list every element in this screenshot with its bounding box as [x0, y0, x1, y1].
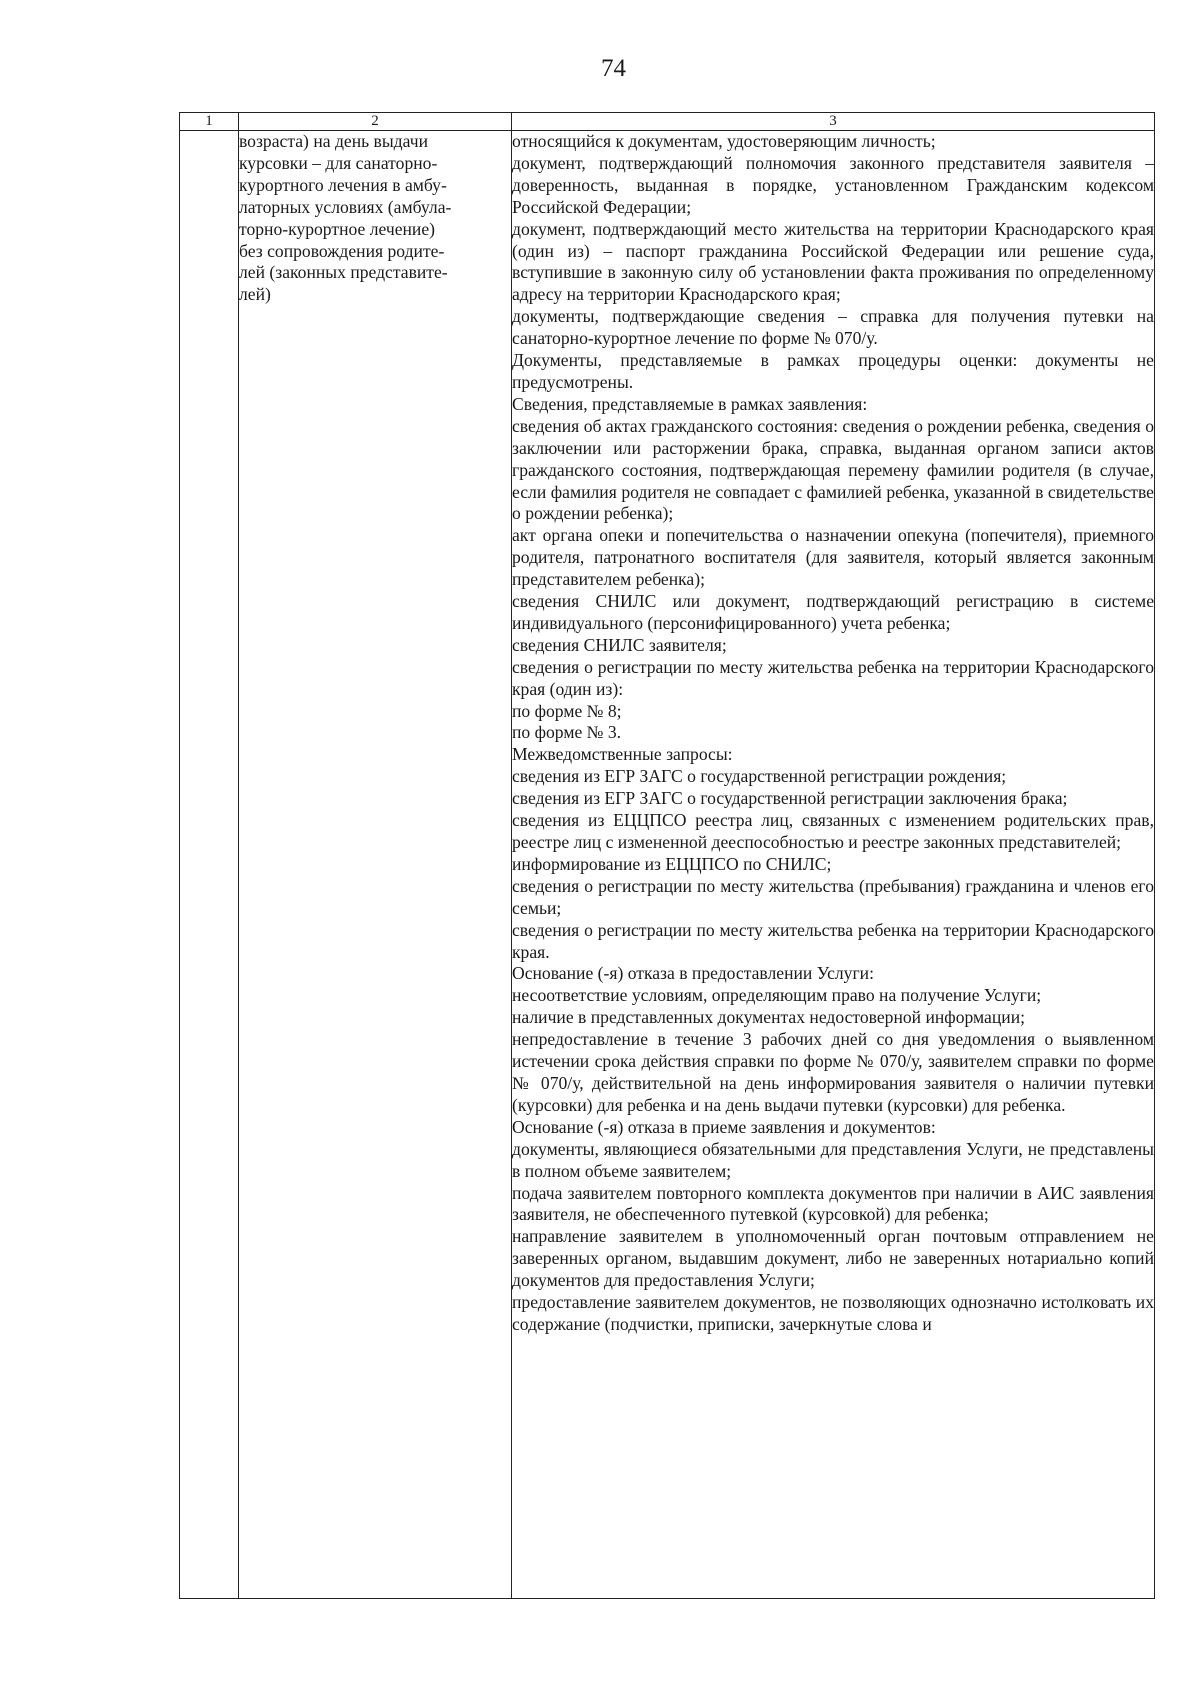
col2-line: торно-курортное лечение)	[239, 218, 436, 239]
col3-paragraph: сведения из ЕЦЦПСО реестра лиц, связанных с изменением родительских прав, реестре лиц с измененной дееспособностью и реестре законных представителей;	[512, 810, 1154, 852]
col2-line: курсовки – для санаторно-	[239, 152, 438, 173]
col3-paragraph: Документы, представляемые в рамках процедуры оценки: документы не предусмотрены.	[512, 350, 1154, 392]
col3-paragraph: несоответствие условиям, определяющим право на получение Услуги;	[512, 985, 1042, 1006]
col3-paragraph: сведения о регистрации по месту жительства ребенка на территории Краснодарского края.	[512, 919, 1154, 962]
col3-paragraph: непредоставление в течение 3 рабочих дней со дня уведомления о выявленном истечении срока действия справки по форме № 070/у, заявителем справки по форме № 070/у, действительной на день информирования заявителя о наличии путевки (курсовки) для ребенка и на день выдачи путевки (курсовки) для ребенка.	[512, 1029, 1154, 1115]
col2-line: латорных условиях (амбула-	[239, 196, 452, 217]
col3-paragraph: Основание (-я) отказа в приеме заявления и документов:	[512, 1116, 936, 1137]
col3-paragraph: информирование из ЕЦЦПСО по СНИЛС;	[512, 853, 832, 874]
cell-col2	[239, 131, 512, 1599]
col3-paragraph: документы, являющиеся обязательными для представления Услуги, не представлены в полном объеме заявителем;	[512, 1138, 1154, 1181]
col3-paragraph: относящийся к документам, удостоверяющим личность;	[512, 131, 936, 151]
col3-paragraph: по форме № 8;	[512, 700, 622, 721]
col2-line: курортного лечения в амбу-	[239, 174, 447, 195]
document-table	[179, 112, 1155, 1599]
col3-paragraph: акт органа опеки и попечительства о назначении опекуна (попечителя), приемного родителя, патронатного воспитателя (для заявителя, который является законным представителем ребенка);	[512, 525, 1154, 590]
column-header-2: 2	[239, 113, 512, 131]
col2-line: без сопровождения родите-	[239, 240, 445, 261]
col3-paragraph: Межведомственные запросы:	[512, 744, 733, 765]
table-header-row	[180, 113, 1155, 131]
col3-paragraph: предоставление заявителем документов, не позволяющих однозначно истолковать их содержание (подчистки, приписки, зачеркнутые слова и	[512, 1292, 1154, 1334]
page-number: 74	[601, 55, 626, 82]
col3-paragraph: сведения СНИЛС или документ, подтверждающий регистрацию в системе индивидуального (персонифицированного) учета ребенка;	[512, 591, 1154, 633]
col3-paragraph: сведения из ЕГР ЗАГС о государственной регистрации заключения брака;	[512, 788, 1068, 809]
column-header-3: 3	[512, 113, 1155, 131]
col3-paragraph: по форме № 3.	[512, 722, 622, 743]
cell-col1	[180, 131, 239, 1599]
cell-col3	[512, 131, 1155, 1599]
col2-line: лей)	[239, 284, 271, 305]
col2-line: лей (законных представите-	[239, 262, 448, 283]
col2-line: возраста) на день выдачи	[239, 131, 428, 151]
col3-paragraph: документы, подтверждающие сведения – справка для получения путевки на санаторно-курортное лечение по форме № 070/у.	[512, 306, 1154, 349]
col3-paragraph: документ, подтверждающий место жительства на территории Краснодарского края (один из) – паспорт гражданина Российской Федерации или решение суда, вступившие в законную силу об установлении факта проживания по определенному адресу на территории Краснодарского края;	[512, 218, 1154, 305]
col3-paragraph: подача заявителем повторного комплекта документов при наличии в АИС заявления заявителя, не обеспеченного путевкой (курсовкой) для ребенка;	[512, 1182, 1154, 1225]
col3-paragraph: Сведения, представляемые в рамках заявления:	[512, 393, 868, 414]
col3-paragraph: сведения о регистрации по месту жительства (пребывания) гражданина и членов его семьи;	[512, 875, 1154, 918]
col3-paragraph: сведения об актах гражданского состояния: сведения о рождении ребенка, сведения о заключении или расторжении брака, справка, выданная органом записи актов гражданского состояния, подтверждающая перемену фамилии родителя (в случае, если фамилия родителя не совпадает с фамилией ребенка, указанной в свидетельстве о рождении ребенка);	[512, 415, 1154, 524]
col3-paragraph: направление заявителем в уполномоченный орган почтовым отправлением не заверенных органом, выдавшим документ, либо не заверенных нотариально копий документов для предоставления Услуги;	[512, 1226, 1154, 1291]
column-header-1: 1	[180, 113, 239, 131]
col3-paragraph: документ, подтверждающий полномочия законного представителя заявителя – доверенность, выданная в порядке, установленном Гражданским кодексом Российской Федерации;	[512, 152, 1154, 217]
col3-paragraph: сведения о регистрации по месту жительства ребенка на территории Краснодарского края (один из):	[512, 656, 1154, 699]
col3-paragraph: Основание (-я) отказа в предоставлении Услуги:	[512, 963, 874, 984]
col3-paragraph: сведения СНИЛС заявителя;	[512, 634, 727, 655]
col3-paragraph: наличие в представленных документах недостоверной информации;	[512, 1007, 1025, 1028]
col3-paragraph: сведения из ЕГР ЗАГС о государственной регистрации рождения;	[512, 766, 1007, 787]
table-row	[180, 131, 1155, 1599]
